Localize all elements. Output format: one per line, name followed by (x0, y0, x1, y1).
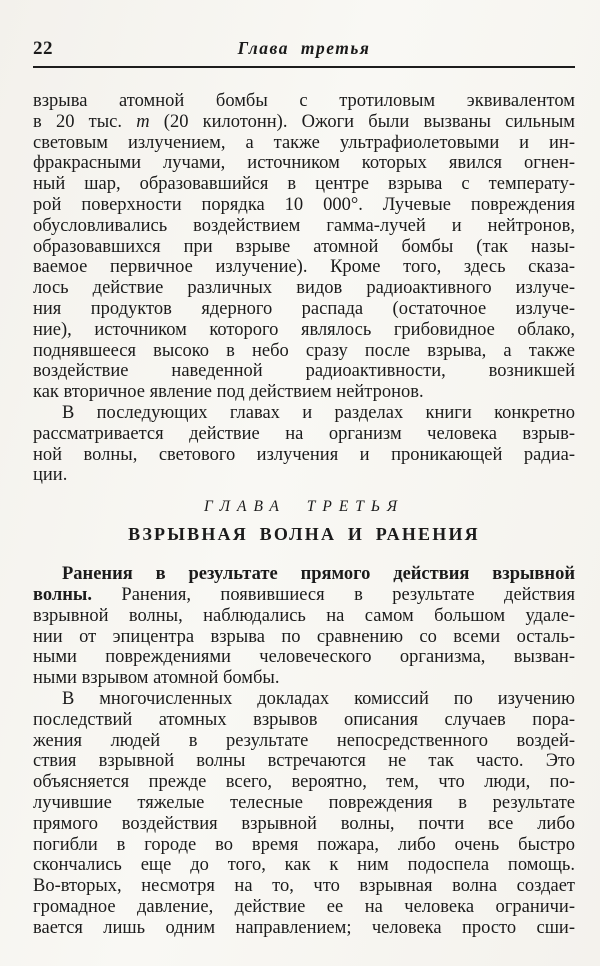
text-segment: обусловливались воздействием гамма-лучей и нейтронов, (33, 215, 575, 236)
text-line (33, 257, 575, 278)
text-segment: громадное давление, действие ее на человека ограничи- (33, 896, 575, 917)
text-segment: последствий атомных взрывов описания случаев пора- (33, 709, 575, 730)
text-line (33, 897, 575, 918)
text-line (33, 876, 575, 897)
text-segment: лучившие тяжелые телесные повреждения в результате (33, 792, 575, 813)
text-segment: как вторичное явление под действием нейтронов. (33, 382, 424, 403)
text-line (33, 793, 575, 814)
text-segment: рой поверхности порядка 10 000°. Лучевые повреждения (33, 194, 575, 215)
text-segment: ной волны, светового излучения и проникающей радиа- (33, 444, 575, 465)
text-segment: Во-вторых, несмотря на то, что взрывная волна создает (33, 876, 575, 897)
text-segment: скончались еще до того, как к ним подоспела помощь. (33, 855, 575, 876)
text-line (33, 465, 575, 486)
chapter-title: ВЗРЫВНАЯ ВОЛНА И РАНЕНИЯ (128, 524, 480, 545)
text-line (33, 445, 575, 466)
intro-paragraphs (33, 91, 575, 486)
text-segment: жения людей в результате непосредственного воздей- (33, 730, 575, 751)
chapter-kicker: ГЛАВА ТРЕТЬЯ (203, 498, 405, 516)
text-line (33, 91, 575, 112)
text-segment: В многочисленных докладах комиссий по изучению (62, 688, 575, 709)
text-segment: ции. (33, 465, 68, 486)
text-segment: ный шар, образовавшийся в центре взрыва с температу- (33, 174, 575, 195)
text-segment: погибли в городе во время пожара, либо очень быстро (33, 834, 575, 855)
text-segment: прямого воздействия взрывной волны, почти все либо (33, 813, 575, 834)
text-segment: нии от эпицентра взрыва по сравнению со всеми осталь- (33, 626, 575, 647)
text-segment: взрывной волны, наблюдались на самом большом удале- (33, 605, 575, 626)
text-line (33, 278, 575, 299)
running-title: Глава третья (237, 38, 371, 58)
text-line (33, 710, 575, 731)
text-line (33, 814, 575, 835)
text-segment: В последующих главах и разделах книги конкретно (62, 402, 575, 423)
text-line (33, 689, 575, 710)
text-segment: в 20 тыс. (33, 111, 137, 132)
text-line (33, 320, 575, 341)
text-line (33, 299, 575, 320)
text-line (33, 627, 575, 648)
text-line (33, 112, 575, 133)
text-segment: лось действие различных видов радиоактивного излуче- (33, 278, 575, 299)
text-segment: ния продуктов ядерного распада (остаточное излуче- (33, 298, 575, 319)
text-line (33, 216, 575, 237)
text-segment: т (136, 111, 150, 132)
text-segment: ными взрывом атомной бомбы. (33, 668, 280, 689)
text-line (33, 174, 575, 195)
text-line (33, 341, 575, 362)
text-segment: вается лишь одним направлением; человека просто сши- (33, 917, 575, 938)
text-segment: рассматривается действие на организм человека взрыв- (33, 423, 575, 444)
paragraph (33, 91, 575, 403)
text-segment: Ранения, появившиеся в результате действия (91, 584, 575, 605)
page-body (33, 91, 575, 938)
text-line (33, 855, 575, 876)
text-line (33, 606, 575, 627)
text-line (33, 731, 575, 752)
text-line (33, 133, 575, 154)
text-segment: воздействие наведенной радиоактивности, возникшей (33, 361, 575, 382)
text-line (33, 195, 575, 216)
text-line (33, 668, 575, 689)
text-segment: взрыва атомной бомбы с тротиловым эквивалентом (33, 91, 575, 111)
text-segment: ние), источником которого являлось грибовидное облако, (33, 319, 575, 340)
text-line (33, 403, 575, 424)
header-rule (33, 66, 575, 68)
text-segment: поднявшееся высоко в небо сразу после взрыва, а также (33, 340, 575, 361)
text-line (33, 361, 575, 382)
text-segment: фракрасными лучами, источником которых явился огнен- (33, 153, 575, 174)
text-segment: волны. (33, 584, 92, 605)
text-line (33, 647, 575, 668)
text-segment: образовавшихся при взрыве атомной бомбы (так назы- (33, 236, 575, 257)
text-line (33, 564, 575, 585)
text-line (33, 585, 575, 606)
text-segment: ствия взрывной волны встречаются не так часто. Это (33, 751, 575, 772)
text-segment: световым излучением, а также ультрафиолетовыми и ин- (33, 132, 575, 153)
text-line (33, 751, 575, 772)
paragraph (33, 689, 575, 939)
text-segment: ными повреждениями человеческого организма, вызван- (33, 647, 575, 668)
page-number: 22 (33, 38, 53, 59)
text-line (33, 918, 575, 939)
text-line (33, 153, 575, 174)
text-segment: (20 килотонн). Ожоги были вызваны сильным (149, 111, 575, 132)
section-paragraphs (33, 564, 575, 938)
paragraph (33, 564, 575, 689)
running-header (33, 38, 575, 62)
text-line (33, 835, 575, 856)
text-segment: ваемое первичное излучение). Кроме того, здесь сказа- (33, 257, 575, 278)
text-segment: объясняется прежде всего, вероятно, тем, что люди, по- (33, 772, 575, 793)
paragraph (33, 403, 575, 486)
text-line (33, 382, 575, 403)
text-segment: Ранения в результате прямого действия взрывной (62, 564, 575, 585)
text-line (33, 772, 575, 793)
text-line (33, 237, 575, 258)
text-line (33, 424, 575, 445)
